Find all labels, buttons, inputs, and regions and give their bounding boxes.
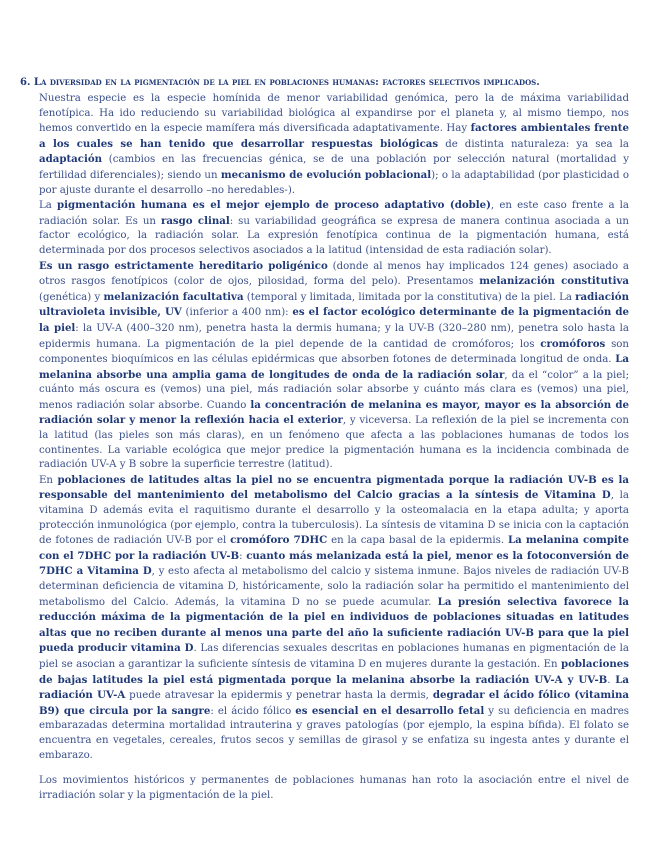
paragraph-hereditary: [39, 259, 629, 473]
bold-text-run: La radiación UV-A: [39, 673, 629, 702]
bold-text-run: La melanina compite con el 7DHC por la radiación UV-B: [39, 534, 629, 562]
text-run: son componentes bioquímicos en las células epidérmicas que absorben fotones de determinada longitud de onda.: [39, 338, 629, 366]
bold-text-run: cuanto más melanizada está la piel, menor es la fotoconversión de 7DHC a Vitamina D: [39, 549, 629, 578]
bold-text-run: mecanismo de evolución poblacional: [220, 168, 432, 181]
bold-text-run: poblaciones de bajas latitudes la piel está pigmentada porque la melanina absorbe la radiación UV-A y UV-B: [39, 657, 629, 686]
bold-text-run: poblaciones de latitudes altas la piel no se encuentra pigmentada porque la radiación UV-B es la responsable del mantenimiento del metabolismo del Calcio gracias a la síntesis de Vitamina D: [39, 473, 629, 502]
text-run: ); o la adaptabilidad (por plasticidad o por ajuste durante el desarrollo –no heredables-).: [39, 169, 630, 196]
bold-text-run: cromóforo 7DHC: [230, 534, 328, 547]
bold-text-run: degradar el ácido fólico (vitamina B9) que circula por la sangre: [39, 689, 629, 717]
text-run: y su deficiencia en madres embarazadas determina mortalidad intrauterina y graves patologías (por ejemplo, la espina bífida). El folato se encuentra en vegetales, cereales, frutos secos y semillas de girasol y se enfatiza su ingesta antes y durante el embarazo.: [39, 705, 629, 761]
bold-text-run: radiación ultravioleta invisible, UV: [39, 290, 629, 319]
paragraph-adaptation: [39, 92, 629, 198]
text-run: (inferior a 400 nm):: [181, 307, 293, 319]
text-run: Los movimientos históricos y permanentes de poblaciones humanas han roto la asociación entre el nivel de irradiación solar y la pigmentación de la piel.: [39, 775, 629, 801]
bold-text-run: La melanina absorbe una amplia gama de longitudes de onda de la radiación solar: [39, 353, 629, 381]
text-run: La: [39, 200, 58, 212]
bold-text-run: factores ambientales frente a los cuales se han tenido que desarrollar respuestas biológicas: [39, 122, 629, 150]
text-run: :: [239, 550, 247, 562]
paragraph-pigmentation: [39, 198, 629, 258]
bold-text-run: melanización facultativa: [103, 290, 244, 303]
text-run: , y esto afecta al metabolismo del calcio y sistema inmune. Bajos niveles de radiación UV-B determinan deficiencia de vitamina D, históricamente, solo la radiación solar ha permitido el mantenimiento del metabolismo del Calcio. Además, la vitamina D no se puede acumular.: [39, 566, 629, 608]
paragraph-conclusion: [39, 774, 629, 803]
text-run: En: [39, 474, 58, 486]
section-body: [39, 92, 629, 803]
text-run: , da el “color” a la piel; cuánto más oscura es (vemos) una piel, más radiación solar absorbe y cuánto más clara es (vemos) una piel, menos radiación solar absorbe. Cuando: [39, 369, 629, 411]
text-run: , y viceversa. La reflexión de la piel se incrementa con la latitud (las pieles son más claras), en un fenómeno que afecta a las poblaciones humanas de todos los continentes. La variable ecológica que mejor predice la pigmentación humana es la incidencia combinada de radiación UV-A y B sobre la superficie terrestre (latitud).: [39, 415, 629, 471]
text-run: (cambios en las frecuencias génica, se de una población por selección natural (mortalidad y fertilidad diferenciales); siendo un: [39, 154, 629, 181]
text-run: (temporal y limitada, limitada por la constitutiva) de la piel. La: [243, 291, 576, 303]
text-run: de distinta naturaleza: ya sea la: [438, 138, 629, 150]
bold-text-run: La presión selectiva favorece la reducción máxima de la pigmentación de la piel en individuos de poblaciones situadas en latitudes altas que no reciben durante al menos una parte del año la suficiente radiación UV-B para que la piel pueda producir vitamina D: [39, 595, 629, 655]
text-run: : la UV-A (400–320 nm), penetra hasta la dermis humana; y la UV-B (320–280 nm), penetra solo hasta la epidermis humana. La pigmentación de la piel depende de la cantidad de cromóforos; los: [39, 322, 629, 350]
text-run: (donde al menos hay implicados 124 genes) asociado a otros rasgos fenotípicos (color de ojos, pilosidad, forma del pelo). Presentamos: [39, 260, 629, 288]
text-run: , la vitamina D además evita el raquitismo durante el desarrollo y la osteomalacia en la etapa adulta; y aporta protección inmunológica (por ejemplo, contra la tuberculosis). La síntesis de vitamina D se inicia con la captación de fotones de radiación UV-B por el: [39, 490, 629, 547]
text-run: puede atravesar la epidermis y penetrar hasta la dermis,: [125, 690, 433, 702]
text-run: , en este caso frente a la radiación solar. Es un: [39, 200, 630, 227]
text-run: . Las diferencias sexuales descritas en poblaciones humanas en pigmentación de la piel se asocian a garantizar la suficiente síntesis de vitamina D en mujeres durante la gestación. En: [39, 643, 629, 670]
text-run: : su variabilidad geográfica se expresa de manera continua asociada a un factor ecológico, la radiación solar. La expresión fenotípica continua de la pigmentación humana, está determinada por dos procesos selectivos asociados a la latitud (intensidad de esta radiación solar).: [39, 215, 629, 256]
bold-text-run: melanización constitutiva: [479, 275, 629, 288]
text-run: .: [607, 674, 616, 686]
text-run: Nuestra especie es la especie homínida de menor variabilidad genómica, pero la de máxima variabilidad fenotípica. Ha ido reduciendo su variabilidad biológica al expandirse por el planeta y, al mismo tiempo, nos hemos convertido en la especie mamífera más diversificada adaptativamente. Hay: [39, 93, 629, 135]
bold-text-run: rasgo clinal: [160, 214, 230, 227]
bold-text-run: es el factor ecológico determinante de la pigmentación de la piel: [39, 306, 629, 334]
bold-text-run: la concentración de melanina es mayor, mayor es la absorción de radiación solar y menor la reflexión hacia el exterior: [39, 398, 629, 427]
bold-text-run: Es un rasgo estrictamente hereditario poligénico: [39, 259, 328, 272]
bold-text-run: pigmentación humana es el mejor ejemplo de proceso adaptativo (doble): [57, 199, 491, 212]
text-run: en la capa basal de la epidermis.: [327, 535, 508, 547]
section-title: 6. La diversidad en la pigmentación de la piel en poblaciones humanas: factores selectivos implicados.: [20, 77, 540, 88]
bold-text-run: cromóforos: [540, 337, 606, 350]
text-run: : el ácido fólico: [210, 705, 296, 717]
paragraph-latitude: [39, 473, 629, 763]
bold-text-run: es esencial en el desarrollo fetal: [295, 704, 485, 717]
text-run: (genética) y: [39, 291, 104, 303]
bold-text-run: adaptación: [39, 153, 103, 166]
